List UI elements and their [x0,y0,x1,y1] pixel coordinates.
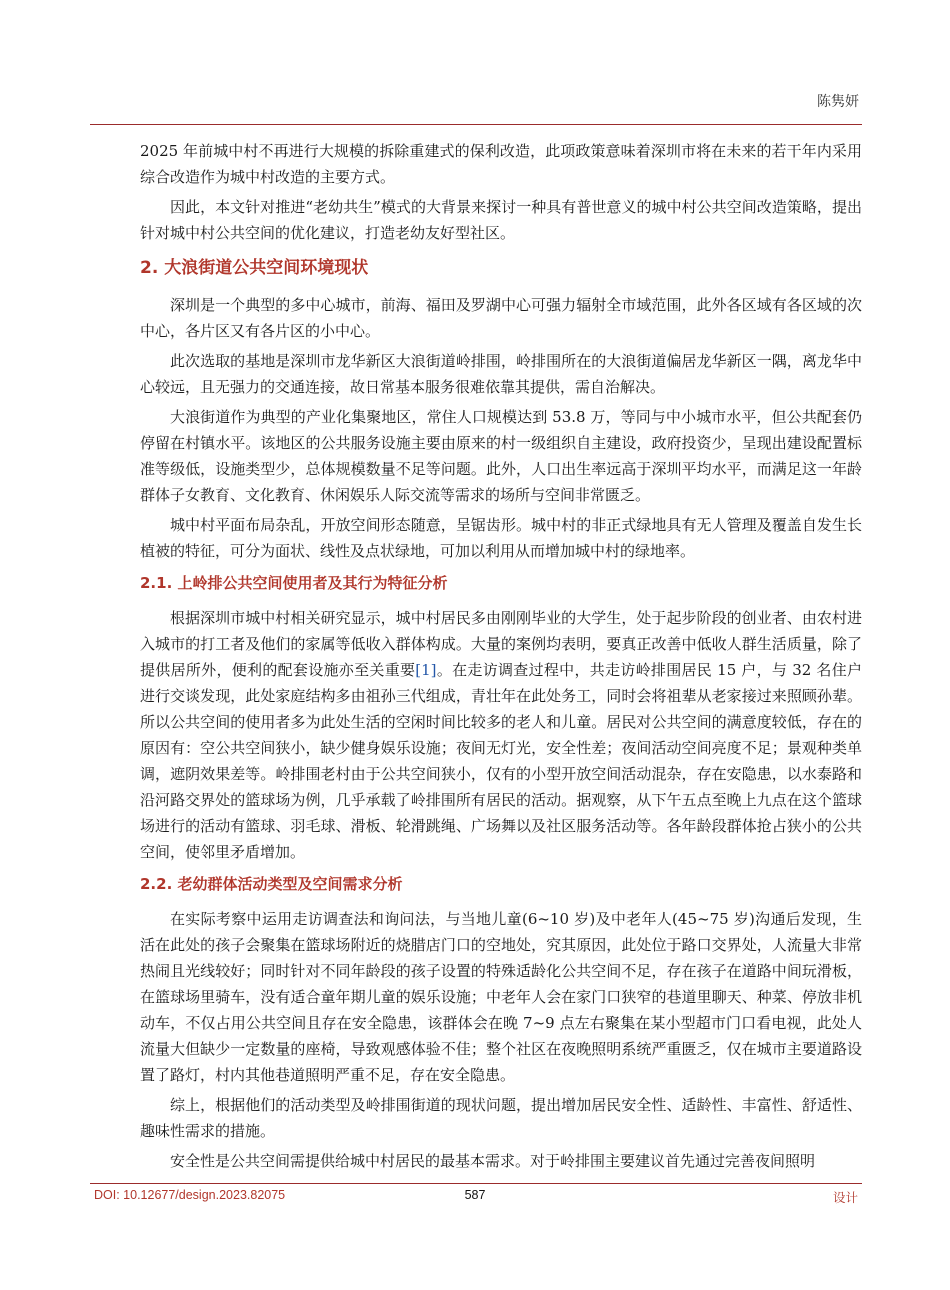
running-header-author: 陈隽妍 [817,94,859,110]
paragraph-text: 根据深圳市城中村相关研究显示，城中村居民多由刚刚毕业的大学生，处于起步阶段的创业者、由农村进入城市的打工者及他们的家属等低收入群体构成。大量的案例均表明，要真正改善中低收人群生活质量，除了提供居所外，便利的配套设施亦至关重要 [140,609,862,679]
subsection-heading: 2.1. 上岭排公共空间使用者及其行为特征分析 [140,574,448,592]
paragraph: 大浪街道作为典型的产业化集聚地区，常住人口规模达到 53.8 万，等同与中小城市水平，但公共配套仍停留在村镇水平。该地区的公共服务设施主要由原来的村一级组织自主建设，政府投资少，呈现出建设配置标准等级低，设施类型少，总体规模数量不足等问题。此外，人口出生率远高于深圳平均水平，而满足这一年龄群体子女教育、文化教育、休闲娱乐人际交流等需求的场所与空间非常匮乏。 [140,408,862,504]
article-body [140,138,862,1178]
footer-page-number: 587 [464,1188,486,1202]
paragraph: 城中村平面布局杂乱，开放空间形态随意，呈锯齿形。城中村的非正式绿地具有无人管理及覆盖自发生长植被的特征，可分为面状、线性及点状绿地，可加以利用从而增加城中村的绿地率。 [140,516,862,560]
subsection-heading: 2.2. 老幼群体活动类型及空间需求分析 [140,875,403,893]
paragraph: 2025 年前城中村不再进行大规模的拆除重建式的保利改造，此项政策意味着深圳市将在未来的若干年内采用综合改造作为城中村改造的主要方式。 [140,142,862,186]
footer-journal-name: 设计 [832,1191,858,1205]
paragraph: 因此，本文针对推进“老幼共生”模式的大背景来探讨一种具有普世意义的城中村公共空间改造策略，提出针对城中村公共空间的优化建议，打造老幼友好型社区。 [140,198,862,242]
paragraph [140,605,862,865]
paragraph: 综上，根据他们的活动类型及岭排围街道的现状问题，提出增加居民安全性、适龄性、丰富性、舒适性、趣味性需求的措施。 [140,1096,862,1140]
footer-doi: DOI: 10.12677/design.2023.82075 [94,1188,286,1202]
section-heading: 2. 大浪街道公共空间环境现状 [140,258,369,278]
paragraph: 在实际考察中运用走访调查法和询问法，与当地儿童(6~10 岁)及中老年人(45~75 岁)沟通后发现，生活在此处的孩子会聚集在篮球场附近的烧腊店门口的空地处，究其原因，此处位于路口交界处，人流量大非常热闹且光线较好；同时针对不同年龄段的孩子设置的特殊适龄化公共空间不足，存在孩子在道路中间玩滑板，在篮球场里骑车，没有适合童年期儿童的娱乐设施；中老年人会在家门口狭窄的巷道里聊天、种菜、停放非机动车，不仅占用公共空间且存在安全隐患，该群体会在晚 7~9 点左右聚集在某小型超市门口看电视，此处人流量大但缺少一定数量的座椅，导致观感体验不佳；整个社区在夜晚照明系统严重匮乏，仅在城市主要道路设置了路灯，村内其他巷道照明严重不足，存在安全隐患。 [140,910,862,1084]
paragraph: 安全性是公共空间需提供给城中村居民的最基本需求。对于岭排围主要建议首先通过完善夜间照明 [170,1152,816,1170]
header-rule [90,124,862,125]
footer-rule [90,1183,862,1184]
paragraph-text: 。在走访调查过程中，共走访岭排围居民 15 户，与 32 名住户进行交谈发现，此处家庭结构多由祖孙三代组成，青壮年在此处务工，同时会将祖辈从老家接过来照顾孙辈。所以公共空间的使用者多为此处生活的空闲时间比较多的老人和儿童。居民对公共空间的满意度较低，存在的原因有：空公共空间狭小，缺少健身娱乐设施；夜间无灯光，安全性差；夜间活动空间亮度不足；景观种类单调，遮阴效果差等。岭排围老村由于公共空间狭小，仅有的小型开放空间活动混杂，存在安隐患，以水泰路和沿河路交界处的篮球场为例，几乎承载了岭排围所有居民的活动。据观察，从下午五点至晚上九点在这个篮球场进行的活动有篮球、羽毛球、滑板、轮滑跳绳、广场舞以及社区服务活动等。各年龄段群体抢占狭小的公共空间，使邻里矛盾增加。 [140,661,862,861]
citation-link[interactable]: [1] [415,661,437,679]
paragraph: 深圳是一个典型的多中心城市，前海、福田及罗湖中心可强力辐射全市域范围，此外各区域有各区域的次中心，各片区又有各片区的小中心。 [140,296,862,340]
paragraph: 此次选取的基地是深圳市龙华新区大浪街道岭排围，岭排围所在的大浪街道偏居龙华新区一隅，离龙华中心较远，且无强力的交通连接，故日常基本服务很难依靠其提供，需自治解决。 [140,352,862,396]
